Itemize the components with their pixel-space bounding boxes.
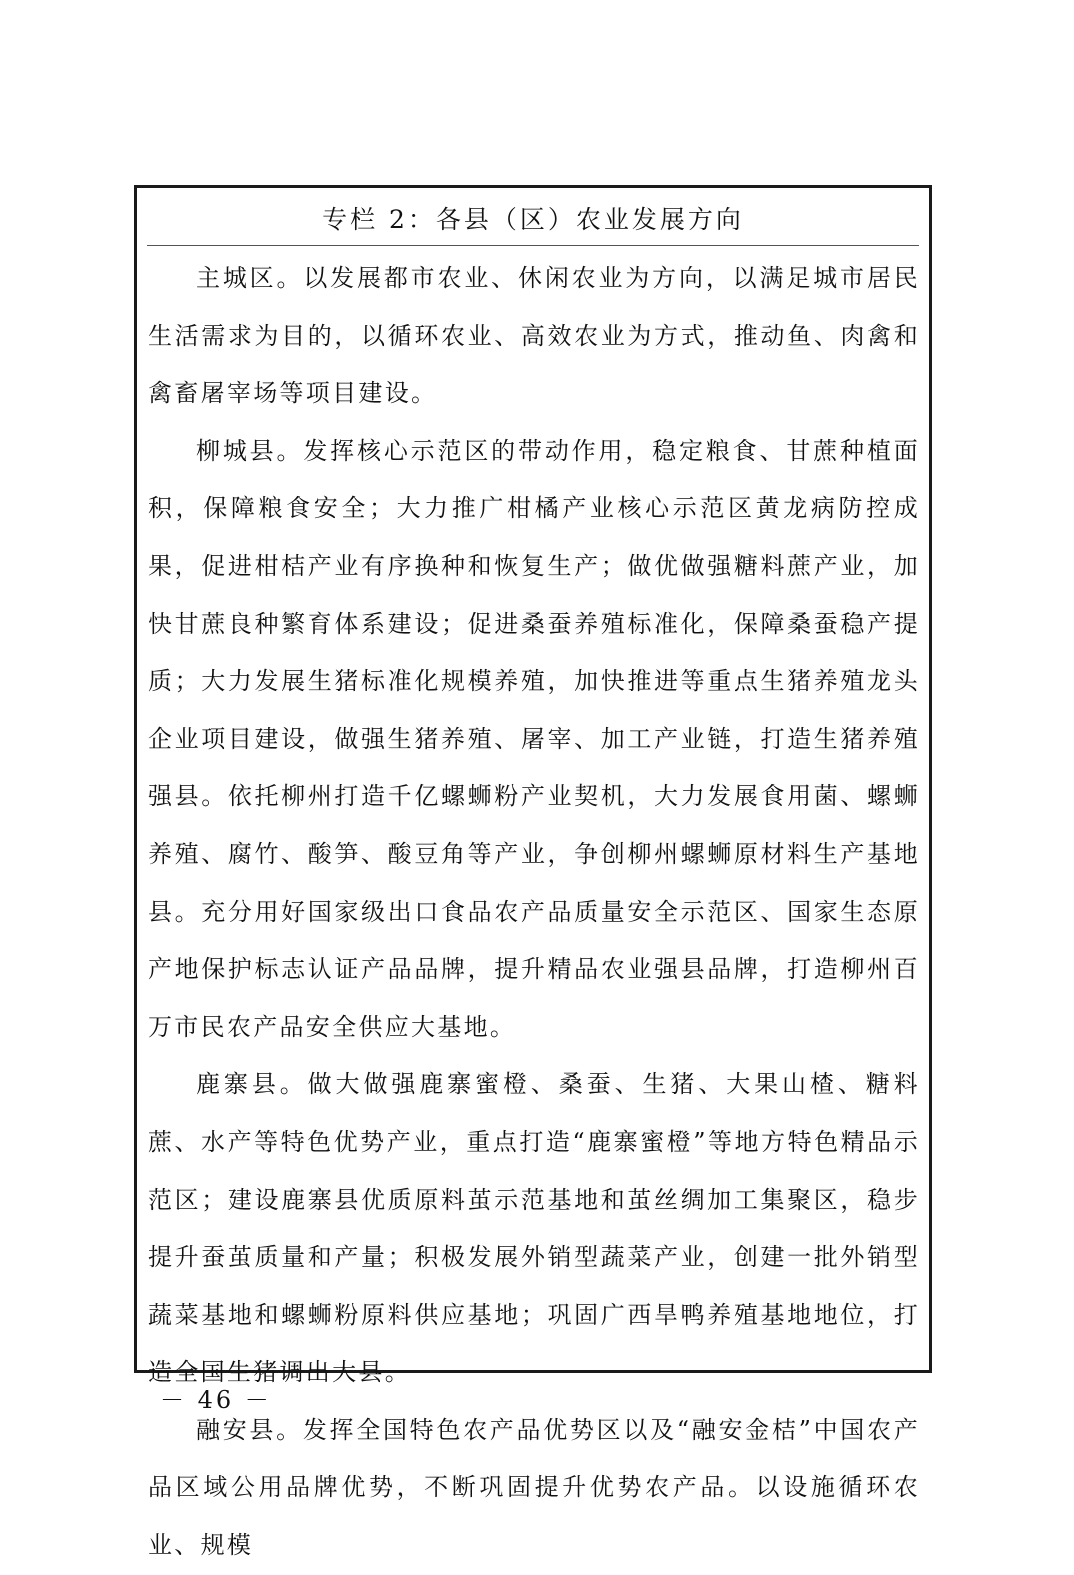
paragraph-liucheng-county: 柳城县。发挥核心示范区的带动作用，稳定粮食、甘蔗种植面积，保障粮食安全；大力推广柑橘产业核心示范区黄龙病防控成果，促进柑桔产业有序换种和恢复生产；做优做强糖料蔗产业，加快甘蔗良种繁育体系建设；促进桑蚕养殖标准化，保障桑蚕稳产提质；大力发展生猪标准化规模养殖，加快推进等重点生猪养殖龙头企业项目建设，做强生猪养殖、屠宰、加工产业链，打造生猪养殖强县。依托柳州打造千亿螺蛳粉产业契机，大力发展食用菌、螺蛳养殖、腐竹、酸笋、酸豆角等产业，争创柳州螺蛳原材料生产基地县。充分用好国家级出口食品农产品质量安全示范区、国家生态原产地保护标志认证产品品牌，提升精品农业强县品牌，打造柳州百万市民农产品安全供应大基地。 [148, 436, 920, 1041]
page-number: － 46 － [160, 1386, 272, 1414]
title-divider [147, 245, 919, 246]
paragraph-main-urban-district: 主城区。以发展都市农业、休闲农业为方向，以满足城市居民生活需求为目的，以循环农业、高效农业为方式，推动鱼、肉禽和禽畜屠宰场等项目建设。 [148, 264, 920, 408]
paragraph-luzhai-county: 鹿寨县。做大做强鹿寨蜜橙、桑蚕、生猪、大果山楂、糖料蔗、水产等特色优势产业，重点打造“鹿寨蜜橙”等地方特色精品示范区；建设鹿寨县优质原料茧示范基地和茧丝绸加工集聚区，稳步提升蚕茧质量和产量；积极发展外销型蔬菜产业，创建一批外销型蔬菜基地和螺蛳粉原料供应基地；巩固广西旱鸭养殖基地地位，打造全国生猪调出大县。 [148, 1070, 920, 1387]
column-body [148, 250, 920, 1575]
column-title: 专栏 2：各县（区）农业发展方向 [322, 205, 744, 234]
paragraph-rongan-county: 融安县。发挥全国特色农产品优势区以及“融安金桔”中国农产品区域公用品牌优势，不断巩固提升优势农产品。以设施循环农业、规模 [148, 1415, 920, 1560]
